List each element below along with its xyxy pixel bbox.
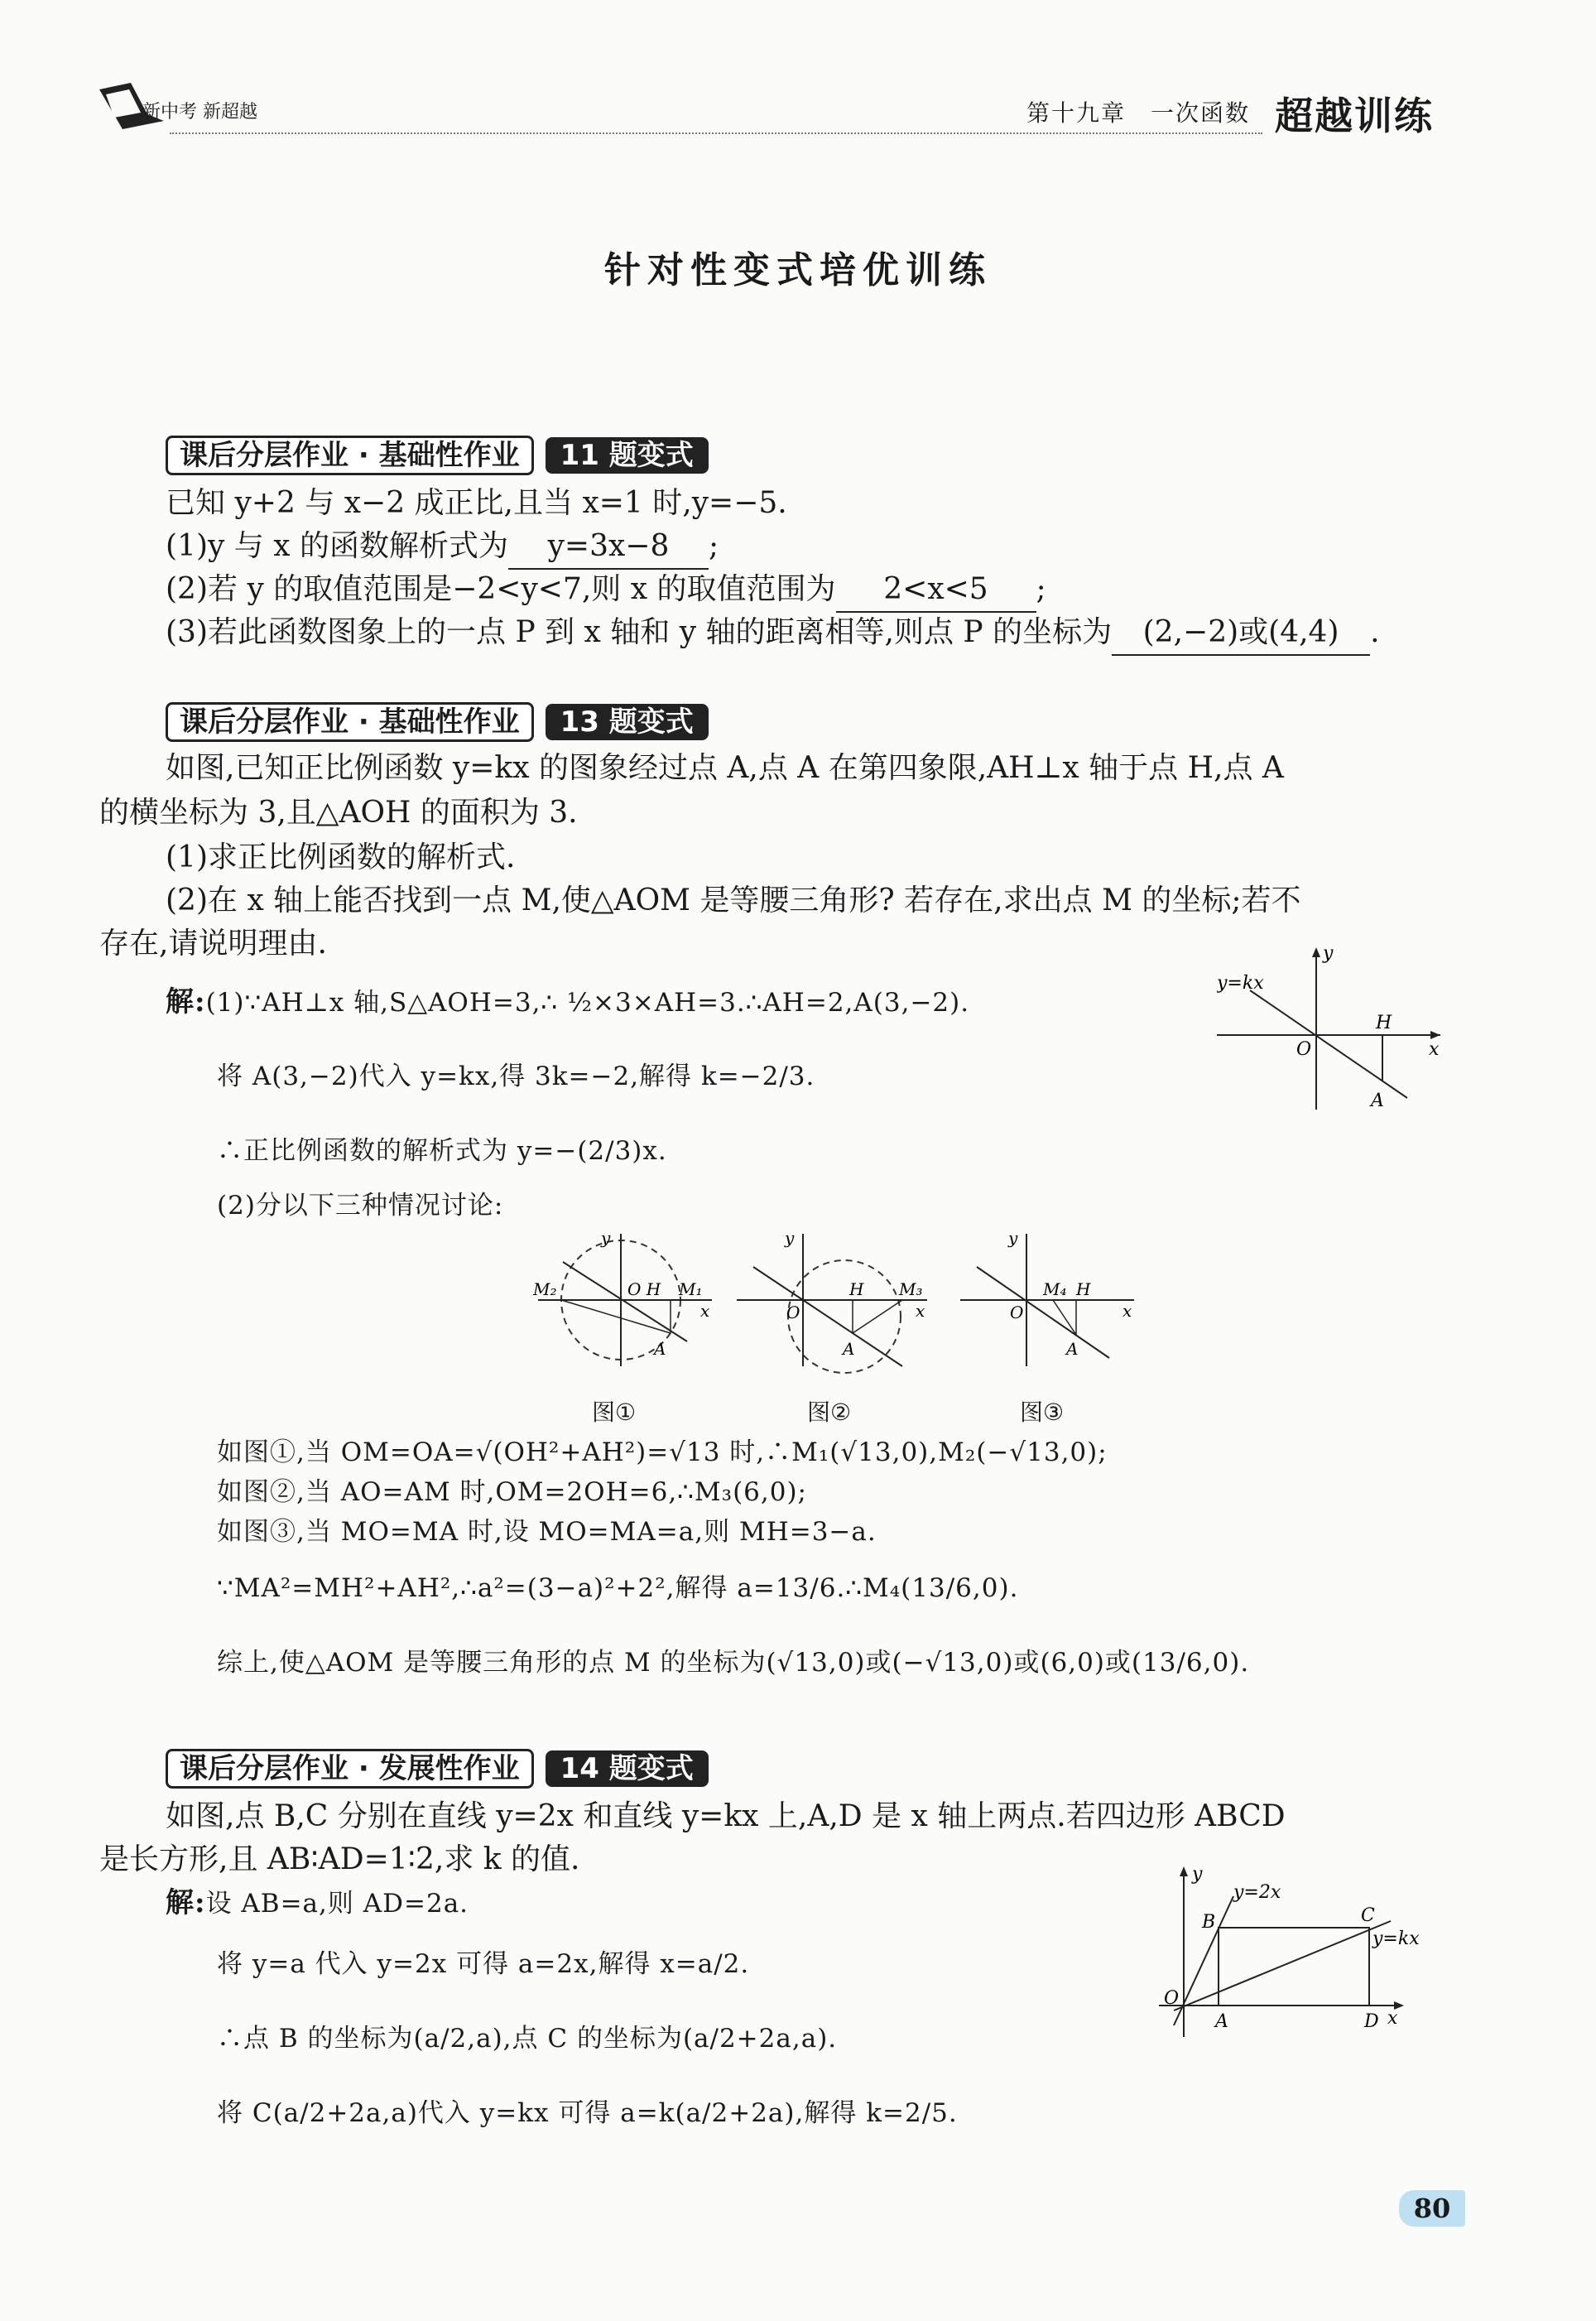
q14-solution-line4: 将 C(a/2+2a,a)代入 y=kx 可得 a=k(a/2+2a),解得 k=2/5. <box>217 2098 958 2128</box>
q13-solution-line7: 如图③,当 MO=MA 时,设 MO=MA=a,则 MH=3−a. <box>217 1517 877 1547</box>
q11-part1-punct: ; <box>708 529 719 563</box>
q13-fig2-o: O <box>786 1303 800 1322</box>
q13-label-o: O <box>1296 1039 1312 1060</box>
header-chapter: 第十九章 一次函数 <box>1026 99 1251 127</box>
q13-fig3-a: A <box>1066 1339 1079 1359</box>
q13-solution-line5: 如图①,当 OM=OA=√(OH²+AH²)=√13 时,∴M₁(√13,0),M₂(−√13,0); <box>217 1437 1108 1467</box>
q13-solution-label: 解: <box>166 985 206 1018</box>
q13-fig2-am3 <box>853 1300 902 1333</box>
q14-label-x: x <box>1387 2008 1398 2029</box>
q13-solution-line3: ∴正比例函数的解析式为 y=−(2/3)x. <box>217 1136 667 1166</box>
q13-solution-text1: (1)∵AH⊥x 轴,S△AOH=3,∴ ½×3×AH=3.∴AH=2,A(3,−2). <box>205 988 970 1018</box>
q11-part3-answer: (2,−2)或(4,4) <box>1112 611 1370 656</box>
q13-stem-line2: 的横坐标为 3,且△AOH 的面积为 3. <box>99 796 578 830</box>
q13-solution-line1 <box>166 984 969 1021</box>
q13-figure1 <box>530 1226 728 1375</box>
q14-label-c: C <box>1361 1905 1375 1926</box>
q13-solution-line4: (2)分以下三种情况讨论: <box>217 1191 504 1221</box>
q13-stem-line1: 如图,已知正比例函数 y=kx 的图象经过点 A,点 A 在第四象限,AH⊥x 轴于点 H,点 A <box>166 751 1284 785</box>
q13-fig2-a: A <box>843 1339 855 1359</box>
q13-fig2-h: H <box>849 1279 864 1299</box>
page-number: 80 <box>1399 2190 1465 2227</box>
q11-stem: 已知 y+2 与 x−2 成正比,且当 x=1 时,y=−5. <box>166 486 787 520</box>
page-title: 针对性变式培优训练 <box>604 249 992 291</box>
q13-fig2-x: x <box>916 1301 925 1321</box>
q13-fig3-x: x <box>1122 1301 1132 1321</box>
q13-fig1-m2a <box>561 1300 671 1333</box>
q14-stem-line2: 是长方形,且 AB∶AD=1∶2,求 k 的值. <box>99 1842 580 1876</box>
q11-part1-answer: y=3x−8 <box>508 525 709 570</box>
q11-variant-tag: 11 题变式 <box>546 437 709 474</box>
header-divider <box>170 132 1262 134</box>
q14-label-b: B <box>1202 1912 1216 1933</box>
q13-fig2-y: y <box>785 1228 795 1248</box>
q13-label-a: A <box>1371 1091 1384 1111</box>
q13-fig2-m3: M₃ <box>899 1279 923 1299</box>
q13-fig3-o: O <box>1010 1303 1024 1322</box>
q13-label-x: x <box>1429 1039 1440 1060</box>
q13-fig3-h: H <box>1076 1279 1091 1299</box>
q14-line-ykx <box>1174 1921 1391 2010</box>
q13-line-ykx <box>1250 990 1407 1098</box>
q11-part2-punct: ; <box>1036 572 1046 606</box>
q14-section-header <box>166 1749 709 1789</box>
q13-fig1-x: x <box>700 1301 710 1321</box>
q11-section-label: 课后分层作业 · 基础性作业 <box>166 436 534 475</box>
q13-fig2-caption: 图② <box>807 1399 852 1426</box>
q13-x-arrow-icon <box>1430 1031 1440 1039</box>
header-series-name: 新中考 新超越 <box>142 102 257 123</box>
q14-label-d: D <box>1364 2011 1379 2032</box>
q13-label-line: y=kx <box>1217 973 1264 994</box>
q14-stem-line1: 如图,点 B,C 分别在直线 y=2x 和直线 y=kx 上,A,D 是 x 轴上两点.若四边形 ABCD <box>166 1799 1286 1833</box>
q13-solution-line6: 如图②,当 AO=AM 时,OM=2OH=6,∴M₃(6,0); <box>217 1477 808 1507</box>
q13-fig1-y: y <box>601 1228 611 1248</box>
q14-label-o: O <box>1164 1988 1180 2009</box>
q14-graph <box>1151 1863 1424 2045</box>
q13-y-arrow-icon <box>1312 947 1320 957</box>
q11-part1 <box>166 525 719 570</box>
q14-solution-text1: 设 AB=a,则 AD=2a. <box>205 1889 469 1919</box>
q14-solution-label: 解: <box>166 1886 206 1919</box>
q11-part2 <box>166 568 1046 613</box>
q13-fig1-caption: 图① <box>592 1399 637 1426</box>
q14-y-arrow-icon <box>1180 1866 1188 1876</box>
q14-label-line1: y=2x <box>1233 1882 1281 1903</box>
q13-section-label: 课后分层作业 · 基础性作业 <box>166 702 534 742</box>
q14-label-line2: y=kx <box>1372 1929 1420 1949</box>
q13-question1: (1)求正比例函数的解析式. <box>166 840 516 874</box>
q11-part3-text: (3)若此函数图象上的一点 P 到 x 轴和 y 轴的距离相等,则点 P 的坐标为 <box>166 615 1113 649</box>
q13-solution-line9: 综上,使△AOM 是等腰三角形的点 M 的坐标为(√13,0)或(−√13,0)或(6,0)或(13/6,0). <box>217 1648 1250 1678</box>
q13-fig3-y: y <box>1008 1228 1018 1248</box>
q14-solution-line3: ∴点 B 的坐标为(a/2,a),点 C 的坐标为(a/2+2a,a). <box>217 2024 838 2054</box>
q14-section-label: 课后分层作业 · 发展性作业 <box>166 1749 534 1789</box>
q13-solution-line2: 将 A(3,−2)代入 y=kx,得 3k=−2,解得 k=−2/3. <box>217 1062 815 1091</box>
q13-section-header <box>166 702 709 742</box>
q13-label-h: H <box>1376 1013 1392 1033</box>
q14-solution-line2: 将 y=a 代入 y=2x 可得 a=2x,解得 x=a/2. <box>217 1949 750 1979</box>
q13-main-graph <box>1217 944 1449 1118</box>
q13-question2-line2: 存在,请说明理由. <box>99 927 327 961</box>
q13-fig1-oh: O H <box>627 1279 661 1299</box>
q14-variant-tag: 14 题变式 <box>546 1750 709 1787</box>
q13-fig1-m1: M₁ <box>679 1279 703 1299</box>
q13-solution-line8: ∵MA²=MH²+AH²,∴a²=(3−a)²+2²,解得 a=13/6.∴M₄(13/6,0). <box>217 1573 1019 1603</box>
q13-figure2 <box>737 1226 935 1375</box>
q13-question2-line1: (2)在 x 轴上能否找到一点 M,使△AOM 是等腰三角形? 若存在,求出点 M 的坐标;若不 <box>166 884 1301 917</box>
q11-part3 <box>166 611 1380 656</box>
q14-label-y: y <box>1192 1864 1203 1885</box>
q13-fig2-line <box>753 1267 902 1366</box>
q13-variant-tag: 13 题变式 <box>546 704 709 740</box>
q13-fig3-caption: 图③ <box>1020 1399 1065 1426</box>
q13-label-y: y <box>1323 944 1334 964</box>
q11-part2-text: (2)若 y 的取值范围是−2<y<7,则 x 的取值范围为 <box>166 572 836 606</box>
q13-fig1-m2: M₂ <box>533 1279 557 1299</box>
q11-section-header <box>166 436 709 475</box>
q13-fig1-line <box>563 1262 687 1341</box>
q11-part1-text: (1)y 与 x 的函数解析式为 <box>166 529 508 563</box>
q14-label-a: A <box>1215 2011 1228 2032</box>
q11-part3-punct: . <box>1370 615 1380 649</box>
q13-figure3 <box>960 1226 1142 1375</box>
q13-fig3-m4: M₄ <box>1043 1279 1067 1299</box>
q13-fig3-m4a <box>1053 1300 1076 1335</box>
q14-solution-line1 <box>166 1885 469 1922</box>
q13-fig1-a: A <box>654 1339 666 1359</box>
q11-part2-answer: 2<x<5 <box>836 568 1036 613</box>
header-brand: 超越训练 <box>1275 94 1434 138</box>
